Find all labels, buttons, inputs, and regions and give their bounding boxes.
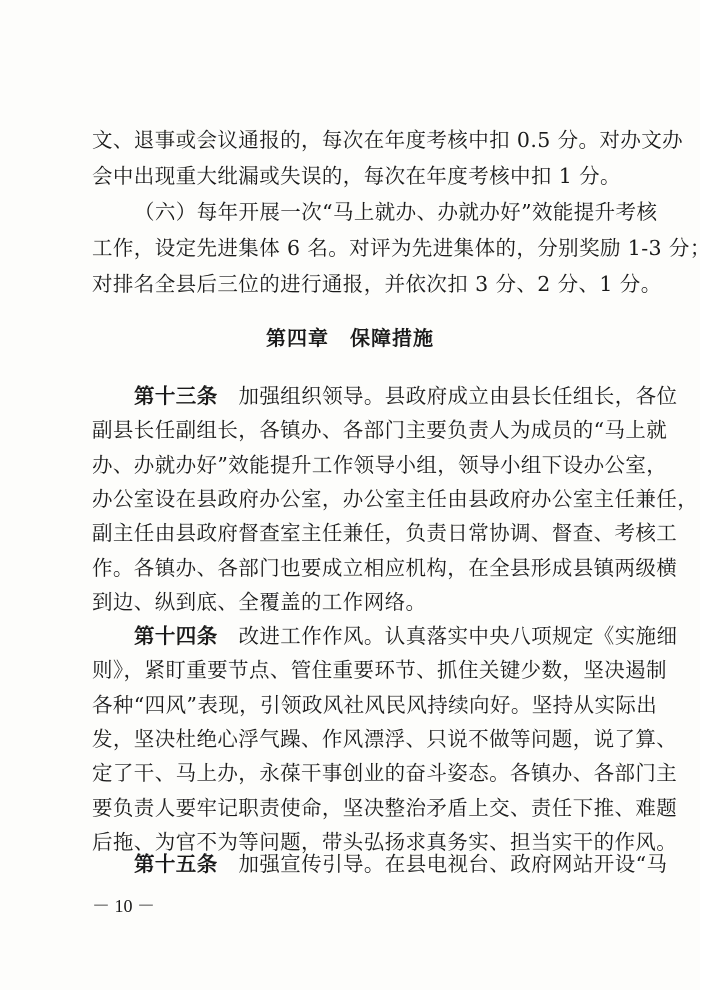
article-heading: 第十四条 (134, 624, 218, 648)
page-number: － 10 － (92, 896, 155, 916)
article-text: 改进工作作风。认真落实中央八项规定《实施细 (217, 624, 678, 648)
body-line: 对排名全县后三位的进行通报，并依次扣 3 分、2 分、1 分。 (92, 272, 662, 296)
article-heading: 第十五条 (134, 852, 218, 876)
article-text: 加强宣传引导。在县电视台、政府网站开设“马 (217, 852, 668, 876)
article-first-line (134, 844, 668, 884)
body-line: 到边、纵到底、全覆盖的工作网络。 (92, 589, 427, 614)
body-line: 要负责人要牢记职责使命，坚决整治矛盾上交、责任下推、难题 (92, 795, 678, 820)
chapter-title: 第四章 保障措施 (266, 326, 434, 350)
body-line: 副主任由县政府督查室主任兼任，负责日常协调、督查、考核工 (92, 521, 678, 546)
body-line: 发，坚决杜绝心浮气躁、作风漂浮、只说不做等问题，说了算、 (92, 726, 678, 751)
body-line: 后拖、为官不为等问题，带头弘扬求真务实、担当实干的作风。 (92, 829, 678, 854)
body-line: 副县长任副组长，各镇办、各部门主要负责人为成员的“马上就 (92, 418, 668, 443)
body-line: 定了干、马上办，永葆干事创业的奋斗姿态。各镇办、各部门主 (92, 761, 678, 786)
body-line: 文、退事或会议通报的，每次在年度考核中扣 0.5 分。对办文办 (92, 128, 684, 152)
body-line: 办、办就办好”效能提升工作领导小组，领导小组下设办公室， (92, 452, 668, 477)
body-line: 各种“四风”表现，引领政风社风民风持续向好。坚持从实际出 (92, 692, 658, 717)
body-line: 作。各镇办、各部门也要成立相应机构，在全县形成县镇两级横 (92, 555, 678, 580)
body-line: （六）每年开展一次“马上就办、办就办好”效能提升考核 (134, 200, 658, 224)
body-line: 会中出现重大纰漏或失误的，每次在年度考核中扣 1 分。 (92, 164, 621, 188)
article-heading: 第十三条 (134, 384, 218, 408)
body-line: 则》，紧盯重要节点、管住重要环节、抓住关键少数，坚决遏制 (92, 658, 667, 683)
article-text: 加强组织领导。县政府成立由县长任组长，各位 (217, 384, 678, 408)
body-line: 工作，设定先进集体 6 名。对评为先进集体的，分别奖励 1-3 分； (92, 236, 711, 260)
body-line: 办公室设在县政府办公室，办公室主任由县政府办公室主任兼任， (92, 486, 699, 511)
